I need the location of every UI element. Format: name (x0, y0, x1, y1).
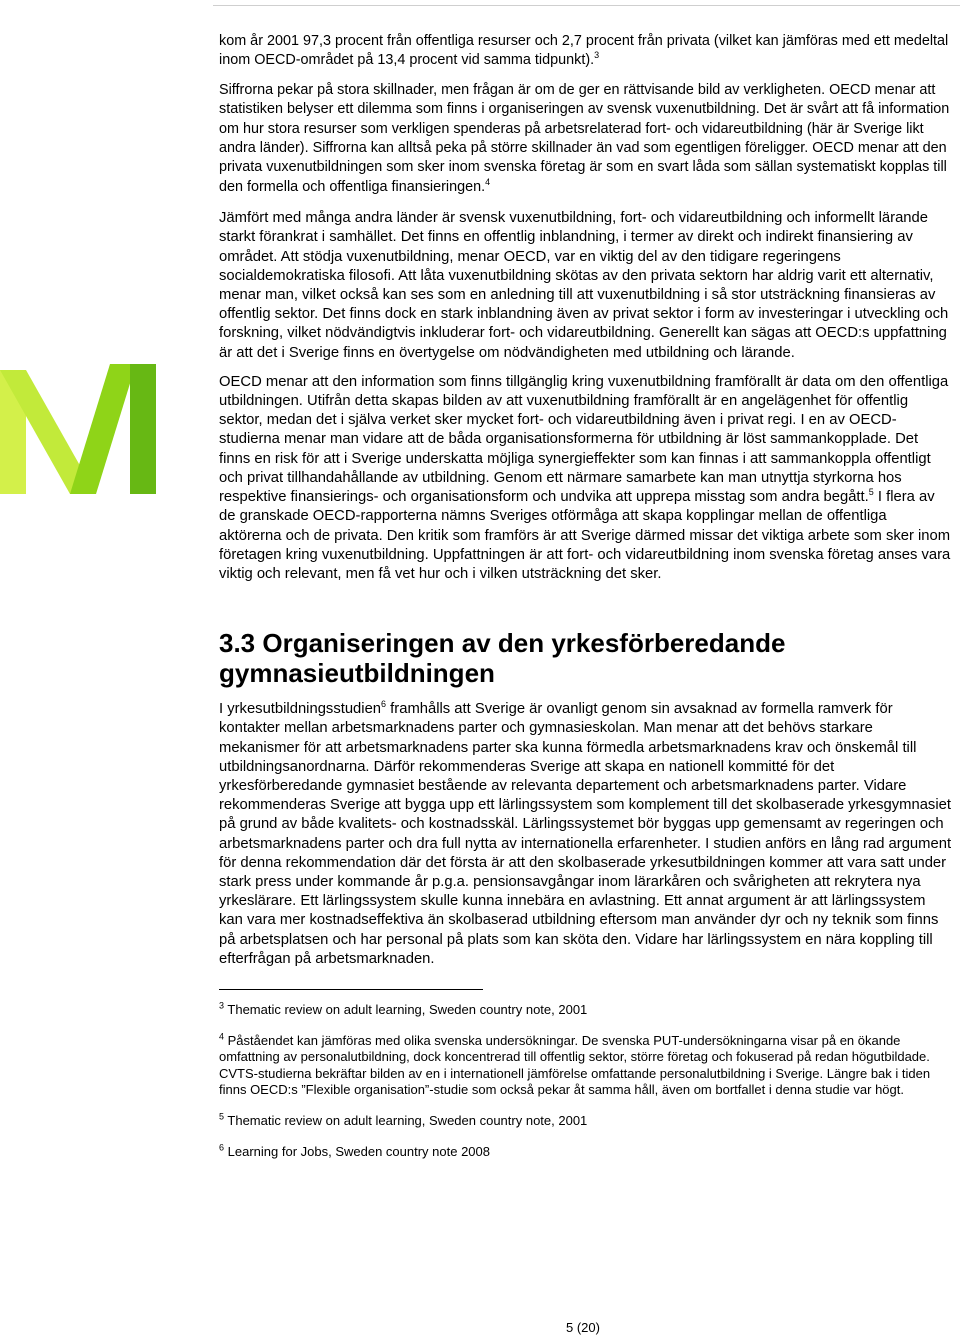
footnote-text: Thematic review on adult learning, Sweden country note, 2001 (227, 1112, 588, 1128)
footnote-text: Påståendet kan jämföras med olika svenska undersökningar. De svenska PUT-undersökningarna visar på en ökande omfattning av personalutbildning, dock koncentrerad till offentlig sektor, större företag och fokuserad på redan högutbildade. CVTS-studierna bekräftar bilden av en i internationell jämförelse omfattande personalutbildning i Sverige. Längre bak i tiden finns OECD:s ”Flexible organisation”-studie som också pekar åt samma håll, även om bortfallet i denna studie var högt. (219, 1032, 931, 1098)
footnote-3 (219, 1002, 952, 1019)
paragraph (219, 700, 952, 969)
footnote-ref: 4 (485, 177, 491, 188)
footnote-5 (219, 1113, 952, 1130)
paragraph (219, 373, 952, 584)
section-title-line2: gymnasieutbildningen (219, 658, 495, 689)
paragraph-text: kom år 2001 97,3 procent från offentliga resurser och 2,7 procent från privata (vilket kan jämföras med ett medeltal inom OECD-området på 13,4 procent vid samma tidpunkt). (219, 33, 949, 69)
footnote-6 (219, 1144, 952, 1161)
paragraph-text: I flera av de granskade OECD-rapporterna nämns Sveriges otförmåga att skapa kopplingar mellan de offentliga aktörerna och de privata. Den kritik som framförs är att Sverige därmed missar det viktiga arbete som sker inom företagen kring vuxenutbildning. Uppfattningen är att fort- och vidareutbildning inom svenska företag anses vara viktig och relevant, men få vet hur och i vilken utsträckning det sker. (219, 489, 951, 582)
paragraph-text: framhålls att Sverige är ovanligt genom sin avsaknad av formella ramverk för kontakter mellan arbetsmarknadens parter och gymnasieskolan. Man menar att det behövs starkare mekanismer för att arbetsmarknadens parter ska kunna förmedla arbetsmarknadens krav och önskemål till utbildningsanordnarna. Därför rekommenderas Sverige att skapa en nationell kommitté för det yrkesförberedande gymnasiet bestående av relevanta departement och arbetsmarknadens parter. Vidare rekommenderas Sverige att bygga upp ett lärlingssystem som komplement till det skolbaserade yrkesgymnasiet på grund av både kvalitets- och kostnadsskäl. Lärlingssystemet bör byggas upp gemensamt av regeringen och arbetsmarknadens parter och dra full nytta av internationella erfarenheter. I studien anförs en lång rad argument för denna rekommendation där det första är att den skolbaserade yrkesutbildningen kommer att vara satt under stark press under kommande år p.g.a. pensionsavgångar inom lärarkåren och svårigheten att rekrytera nya yrkeslärare. Ett lärlingssystem skulle kunna innebära en avlastning. Ett annat argument är att lärlingssystem kan vara mer kostnadseffektiva än skolbaserad utbildning eftersom man använder dyr och ny teknik som finns på arbetsplatsen och har personal på plats som kan sköta den. Vidare har lärlingssystem en nära koppling till efterfrågan på arbetsmarknaden. (219, 701, 952, 967)
footnote-number: 6 (219, 1142, 225, 1153)
paragraph-text: OECD menar att den information som finns tillgänglig kring vuxenutbildning framförallt är data om den offentliga utbildningen. Utifrån detta skapas bilden av att vuxenutbildning framförallt är en angelägenhet för offentlig sektor, medan det i själva verket sker mycket fort- och vidareutbildning även i privat regi. I en av OECD-studierna menar man vidare att de båda organisationsformerna för utbildning är löst sammankopplade. Det finns en risk för att i Sverige underskatta möjliga synergieffekter som kan finnas i att sammankoppla offentligt och privat tillhandahållande av utbildning. Genom ett närmare samarbete kan man utnyttja styrkorna hos respektive finansierings- och organisationsform och undvika att upprepa misstag som andra begått. (219, 373, 949, 506)
page-number: 5 (20) (566, 1320, 600, 1335)
footnote-number: 5 (219, 1111, 225, 1122)
footnote-ref: 3 (594, 50, 600, 61)
paragraph (219, 32, 952, 71)
header-rule (213, 5, 960, 6)
footnote-number: 4 (219, 1031, 225, 1042)
paragraph-text: Jämfört med många andra länder är svensk vuxenutbildning, fort- och vidareutbildning och informellt lärande starkt förankrat i samhället. Det finns en offentlig inblandning, i termer av direkt och indirekt finansiering av området. Att stödja vuxenutbildning, menar OECD, var en viktig del av den tidigare regeringens socialdemokratiska filosofi. Att låta vuxenutbildning skötas av den privata sektorn har aldrig varit ett alternativ, menar man, vilket också kan ses som en anledning till att vuxenutbildning i så stor utsträckning finansieras av offentlig sektor. Det finns dock en stark inblandning även av privat sektor i form av investeringar i utveckling och forskning, vilket nödvändigtvis inkluderar fort- och vidareutbildning. Generellt kan sägas att OECD:s uppfattning är att det i Sverige finns en övertygelse om nödvändigheten med utbildning och lärande. (219, 210, 949, 361)
footnotes (219, 1002, 952, 1160)
footnote-text: Thematic review on adult learning, Sweden country note, 2001 (227, 1001, 588, 1017)
paragraph-text: I yrkesutbildningsstudien (219, 701, 382, 718)
paragraph-text: Siffrorna pekar på stora skillnader, men frågan är om de ger en rättvisande bild av verkligheten. OECD menar att statistiken belyser ett dilemma som finns i organiseringen av svensk vuxenutbildning. Det är svårt att få information om hur stora resurser som verkligen spenderas på arbetsrelaterad fort- och vidareutbildning (här är Sverige likt andra länder). Siffrorna kan alltså peka på större skillnader än vad som egentligen föreligger. OECD menar att den privata vuxenutbildningen som sker inom svenska företag är som en svart låda som sällan systematiskt kopplas till den formella och offentliga finansieringen. (219, 81, 950, 195)
m-logo-icon (0, 360, 160, 496)
paragraph (219, 209, 952, 363)
footnote-ref: 6 (381, 699, 387, 710)
footnote-separator (219, 989, 483, 990)
footnote-text: Learning for Jobs, Sweden country note 2008 (227, 1143, 490, 1159)
footnote-ref: 5 (868, 487, 874, 498)
footnote-4 (219, 1033, 952, 1099)
paragraph (219, 81, 952, 197)
section-heading (219, 628, 952, 688)
footnote-number: 3 (219, 1000, 225, 1011)
section-title-line1: 3.3 Organiseringen av den yrkesförberedande (219, 628, 786, 659)
document-body (219, 32, 952, 1160)
